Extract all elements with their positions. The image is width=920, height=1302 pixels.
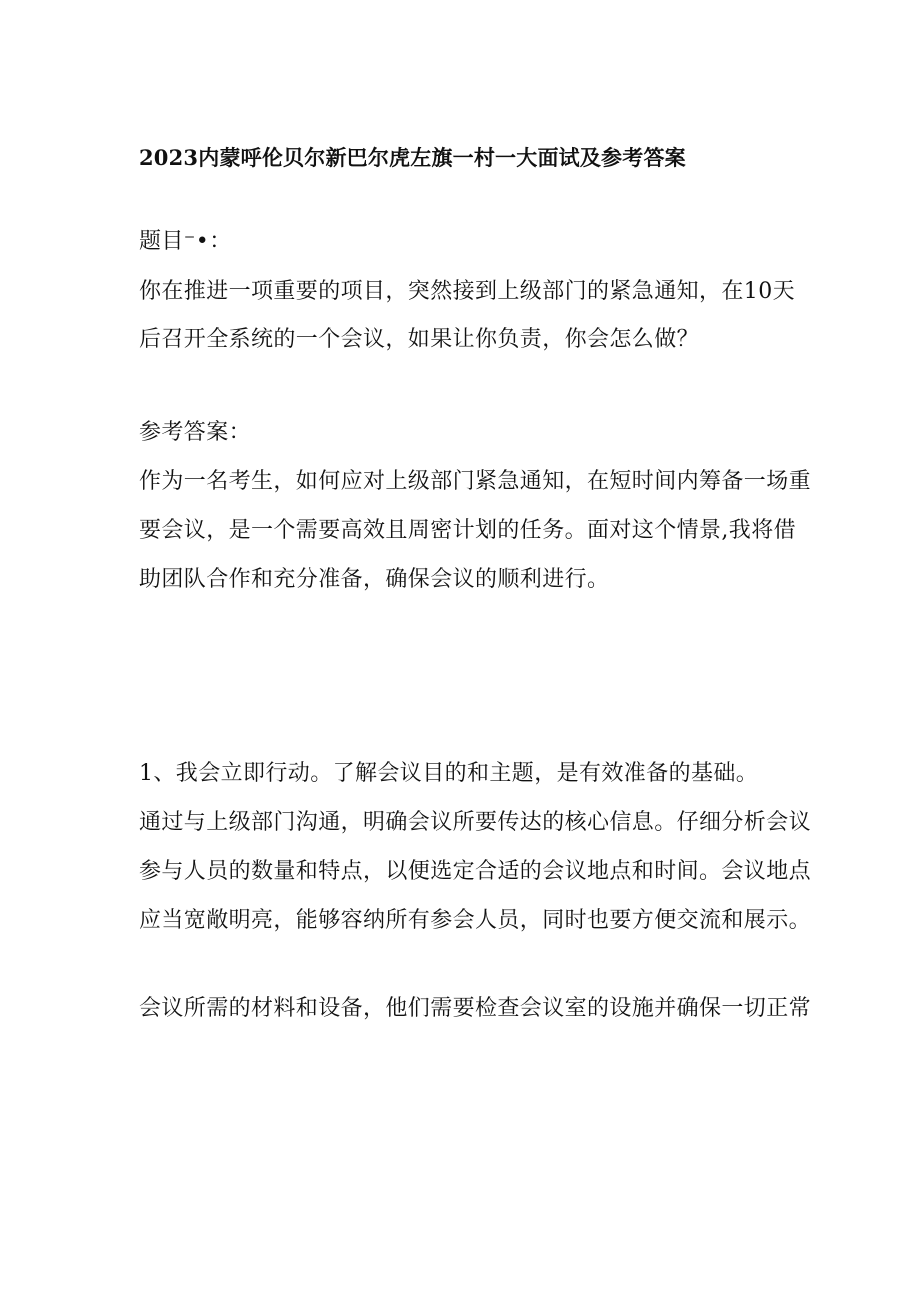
question-text-line-1: 你在推进一项重要的项目，突然接到上级部门的紧急通知，在10天: [139, 279, 795, 304]
answer-text-line-2: 要会议，是一个需要高效且周密计划的任务。面对这个情景,我将借: [139, 518, 796, 543]
question-text-line-2: 后召开全系统的一个会议，如果让你负责，你会怎么做？: [139, 327, 700, 352]
document-title: 2023内蒙呼伦贝尔新巴尔虎左旗一村一大面试及参考答案: [139, 145, 686, 170]
question-label: 题目⁻•：: [139, 229, 232, 254]
answer-label: 参考答案：: [139, 420, 252, 445]
answer-text-line-1: 作为一名考生，如何应对上级部门紧急通知，在短时间内筹备一场重: [139, 469, 812, 494]
point-1-text-line-2: 参与人员的数量和特点，以便选定合适的会议地点和时间。会议地点: [139, 859, 812, 884]
point-1-text-line-1: 通过与上级部门沟通，明确会议所要传达的核心信息。仔细分析会议: [139, 810, 812, 835]
point-1-heading: 1、我会立即行动。了解会议目的和主题，是有效准备的基础。: [139, 761, 759, 786]
point-1-text-line-3: 应当宽敞明亮，能够容纳所有参会人员，同时也要方便交流和展示。: [139, 908, 812, 933]
answer-text-line-3: 助团队合作和充分准备，确保会议的顺利进行。: [139, 567, 610, 592]
materials-text-line: 会议所需的材料和设备，他们需要检查会议室的设施并确保一切正常: [139, 996, 812, 1021]
